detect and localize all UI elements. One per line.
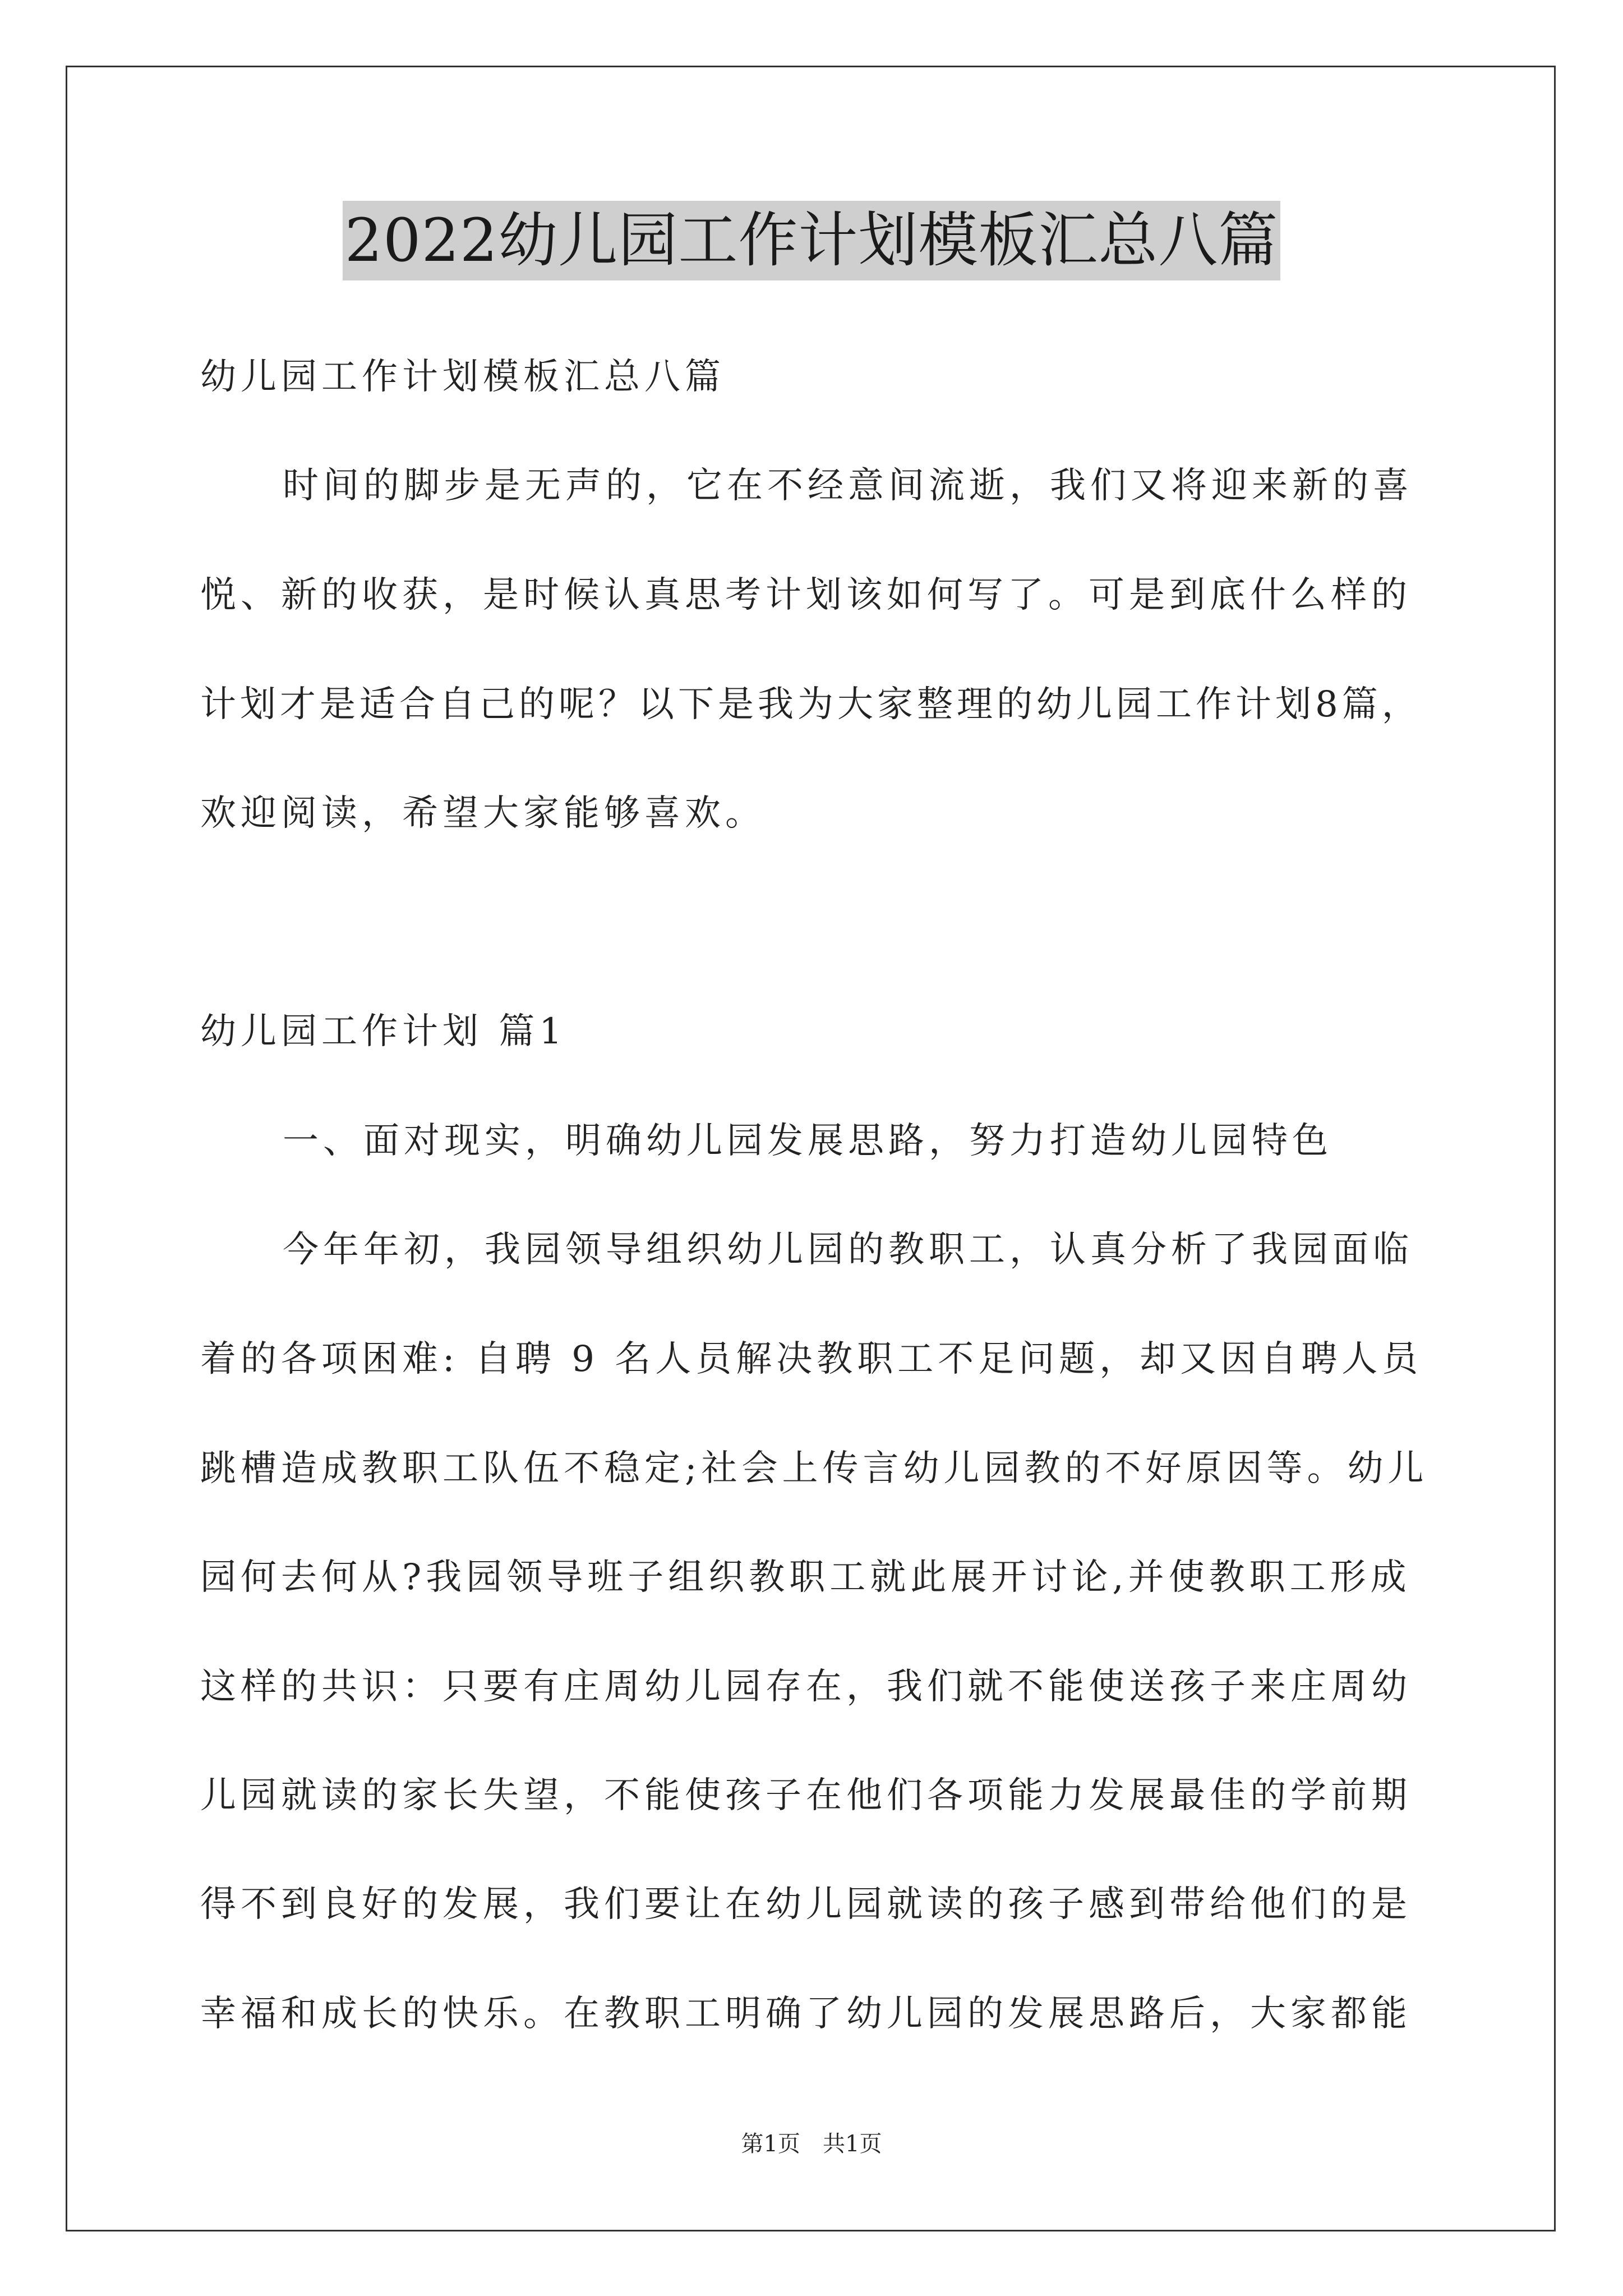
body-line: 着的各项困难: 自聘 9 名人员解决教职工不足问题，却又因自聘人员 (200, 1338, 1423, 1380)
document-subtitle: 幼儿园工作计划模板汇总八篇 (200, 356, 725, 398)
body-line: 幸福和成长的快乐。在教职工明确了幼儿园的发展思路后，大家都能 (200, 1993, 1412, 2035)
body-line: 得不到良好的发展，我们要让在幼儿园就读的孩子感到带给他们的是 (200, 1884, 1412, 1925)
point-heading: 一、面对现实，明确幼儿园发展思路，努力打造幼儿园特色 (283, 1120, 1332, 1162)
body-line: 今年年初，我园领导组织幼儿园的教职工，认真分析了我园面临 (283, 1229, 1413, 1271)
intro-line: 时间的脚步是无声的，它在不经意间流逝，我们又将迎来新的喜 (283, 465, 1413, 507)
body-line: 园何去何从?我园领导班子组织教职工就此展开讨论,并使教职工形成 (200, 1557, 1411, 1598)
body-line: 儿园就读的家长失望，不能使孩子在他们各项能力发展最佳的学前期 (200, 1775, 1412, 1816)
body-line: 这样的共识：只要有庄周幼儿园存在，我们就不能使送孩子来庄周幼 (200, 1666, 1412, 1708)
intro-line: 欢迎阅读，希望大家能够喜欢。 (200, 793, 766, 834)
intro-line: 悦、新的收获，是时候认真思考计划该如何写了。可是到底什么样的 (200, 574, 1412, 616)
title-container (0, 201, 1623, 280)
body-line: 跳槽造成教职工队伍不稳定;社会上传言幼儿园教的不好原因等。幼儿 (200, 1448, 1428, 1489)
document-title: 2022幼儿园工作计划模板汇总八篇 (343, 201, 1281, 280)
intro-line: 计划才是适合自己的呢？以下是我为大家整理的幼儿园工作计划8篇， (200, 684, 1422, 725)
section-heading: 幼儿园工作计划 篇1 (200, 1011, 567, 1052)
page-footer: 第1页 共1页 (741, 2131, 882, 2157)
